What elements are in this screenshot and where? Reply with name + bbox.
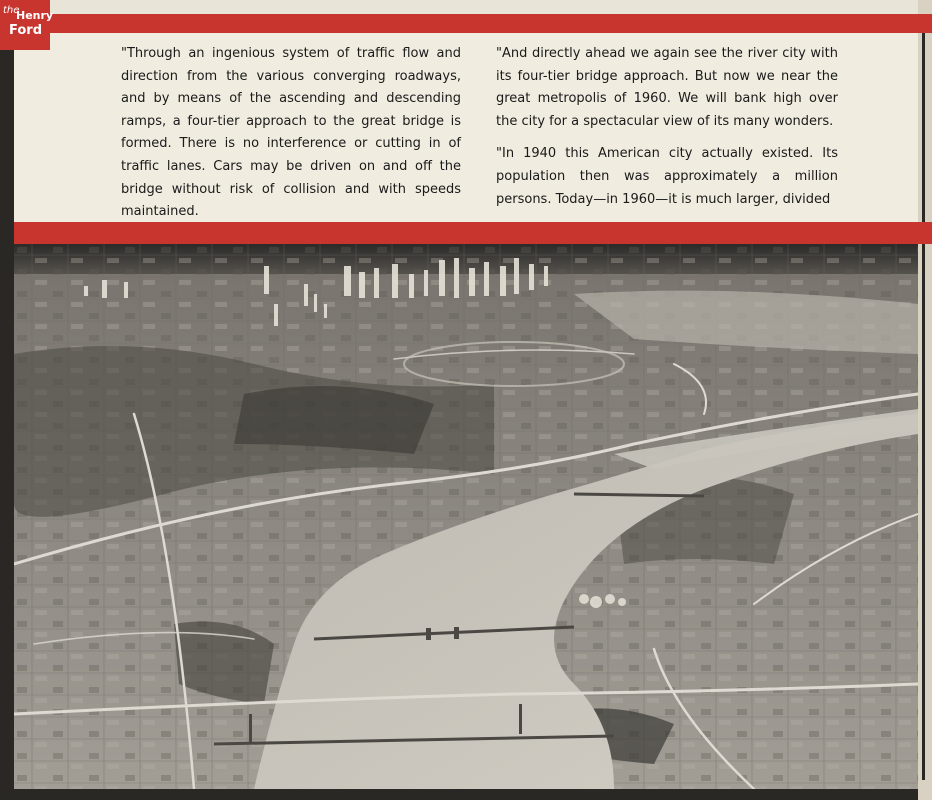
paragraph-traffic-flow: "Through an ingenious system of traffic flow and direction from the various converging roadways, and by means of the ascending and descending ramps, a four-tier approach to the great bridge is formed. There is no interference or cutting in of traffic lanes. Cars may be driven on and off the bridge without risk of collision and with speeds maintained. [121, 46, 461, 220]
logo-ford: Ford [9, 23, 43, 38]
top-margin [0, 0, 932, 14]
logo-the: the [3, 5, 20, 16]
logo-henry: Henry [16, 9, 54, 22]
text-panel [14, 33, 918, 222]
aerial-photo-city-model [14, 244, 918, 789]
text-column-left [121, 43, 461, 234]
paragraph-1940-city: "In 1940 this American city actually existed. Its population then was approximately a million persons. Today—in 1960—it is much larger, divided [496, 146, 838, 207]
red-band-bottom [14, 222, 932, 244]
red-band-top [14, 14, 932, 33]
right-margin [918, 0, 932, 800]
page-edge [922, 20, 925, 780]
text-column-right [496, 43, 838, 221]
paragraph-river-city: "And directly ahead we again see the river city with its four-tier bridge approach. But now we near the great metropolis of 1960. We will bank high over the city for a spectacular view of its many wonders. [496, 46, 838, 129]
aerial-photo-illustration [14, 244, 918, 789]
henry-ford-logo [0, 0, 54, 50]
